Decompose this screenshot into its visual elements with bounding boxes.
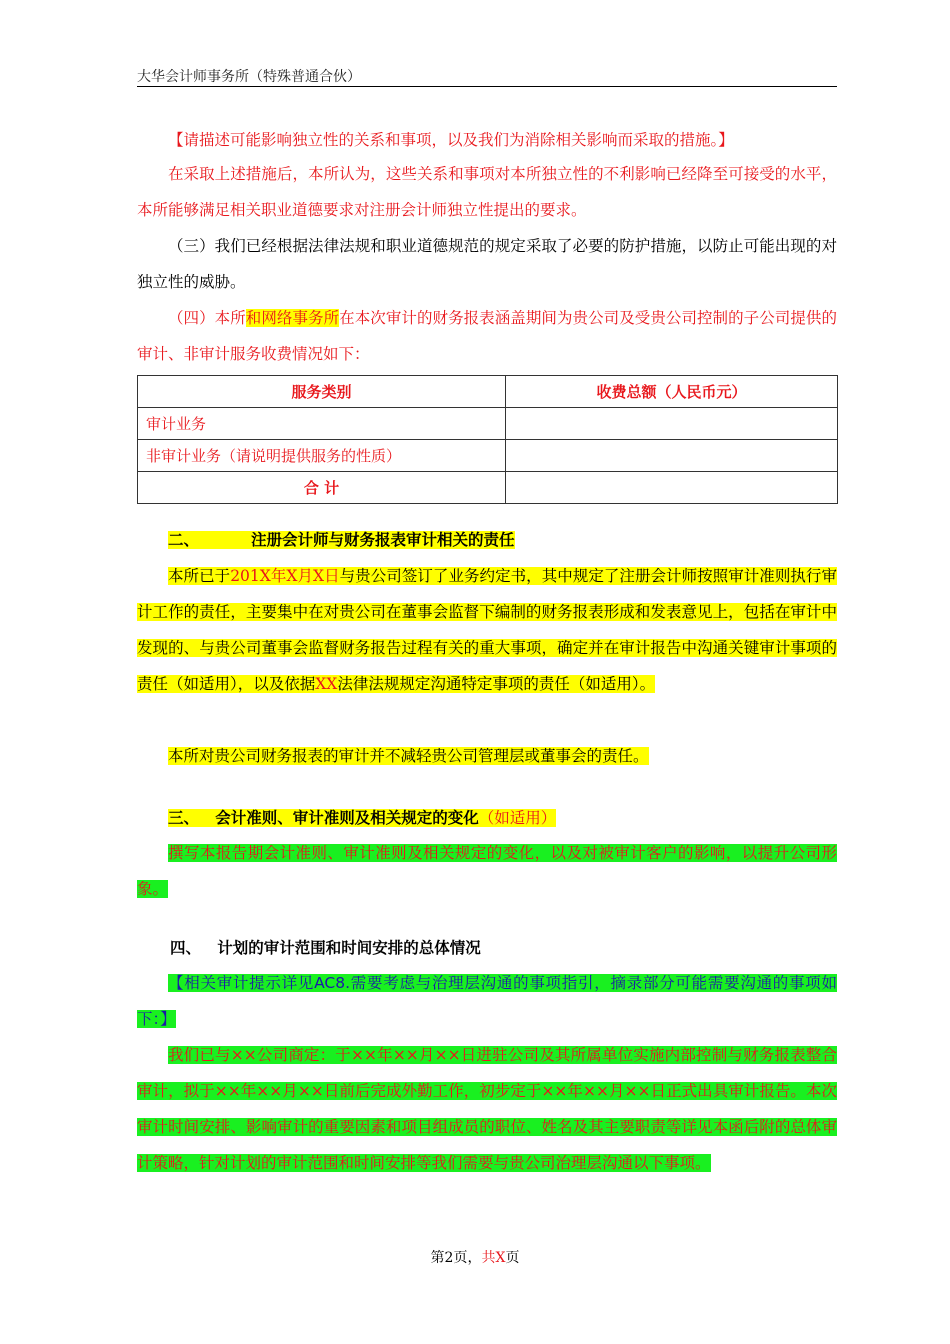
fee-table-header <box>138 376 838 408</box>
section-4-heading: 四、 计划的审计范围和时间安排的总体情况 <box>170 939 481 957</box>
row-label: 审计业务 <box>138 408 506 440</box>
section-2-heading: 二、 注册会计师与财务报表审计相关的责任 <box>168 531 515 549</box>
row-value <box>506 440 838 472</box>
page-header: 大华会计师事务所（特殊普通合伙） <box>137 69 361 85</box>
section-4-tip: 【相关审计提示详见AC8.需要考虑与治理层沟通的事项指引，摘录部分可能需要沟通的事项如下：】 <box>137 974 837 1028</box>
row-label: 非审计业务（请说明提供服务的性质） <box>138 440 506 472</box>
col-service-type: 服务类别 <box>138 376 506 408</box>
table-row <box>138 440 838 472</box>
col-total-fee: 收费总额（人民币元） <box>506 376 838 408</box>
total-value <box>506 472 838 504</box>
fee-table <box>137 375 838 504</box>
header-divider <box>137 86 837 87</box>
section-3-heading: 三、 会计准则、审计准则及相关规定的变化（如适用） <box>168 809 557 827</box>
row-value <box>506 408 838 440</box>
agreement-date: 201X年X月X日 <box>230 567 340 585</box>
independence-prompt: 【请描述可能影响独立性的关系和事项，以及我们为消除相关影响而采取的措施。】 <box>168 131 734 149</box>
section-2-body: 本所已于201X年X月X日与贵公司签订了业务约定书，其中规定了注册会计师按照审计准则执行审计工作的责任，主要集中在对贵公司在董事会监督下编制的财务报表形成和发表意见上，包括在审计中发现的、与贵公司董事会监督财务报告过程有关的重大事项，确定并在审计报告中沟通关键审计事项的责任（如适用），以及依据XX法律法规规定沟通特定事项的责任（如适用）。 <box>137 567 837 693</box>
section-2-note: 本所对贵公司财务报表的审计并不减轻贵公司管理层或董事会的责任。 <box>168 747 649 765</box>
safeguards-paragraph: （三）我们已经根据法律法规和职业道德规范的规定采取了必要的防护措施，以防止可能出现的对独立性的威胁。 <box>137 237 837 291</box>
independence-conclusion: 在采取上述措施后，本所认为，这些关系和事项对本所独立性的不利影响已经降至可接受的水平，本所能够满足相关职业道德要求对注册会计师独立性提出的要求。 <box>137 165 837 219</box>
network-firm-highlight: 和网络事务所 <box>245 309 340 327</box>
total-label: 合 计 <box>138 472 506 504</box>
section-3-body: 撰写本报告期会计准则、审计准则及相关规定的变化，以及对被审计客户的影响，以提升公司形象。 <box>137 844 837 898</box>
section-4-body: 我们已与××公司商定：于××年××月××日进驻公司及其所属单位实施内部控制与财务报表整合审计，拟于××年××月××日前后完成外勤工作，初步定于××年××月××日正式出具审计报告。本次审计时间安排、影响审计的重要因素和项目组成员的职位、姓名及其主要职责等详见本函后附的总体审计策略，针对计划的审计范围和时间安排等我们需要与贵公司治理层沟通以下事项。 <box>137 1046 837 1172</box>
table-row <box>138 408 838 440</box>
fee-intro-paragraph: （四）本所和网络事务所在本次审计的财务报表涵盖期间为贵公司及受贵公司控制的子公司提供的审计、非审计服务收费情况如下： <box>137 309 837 363</box>
page-footer: 第2页，共X页 <box>430 1250 520 1266</box>
table-total-row <box>138 472 838 504</box>
